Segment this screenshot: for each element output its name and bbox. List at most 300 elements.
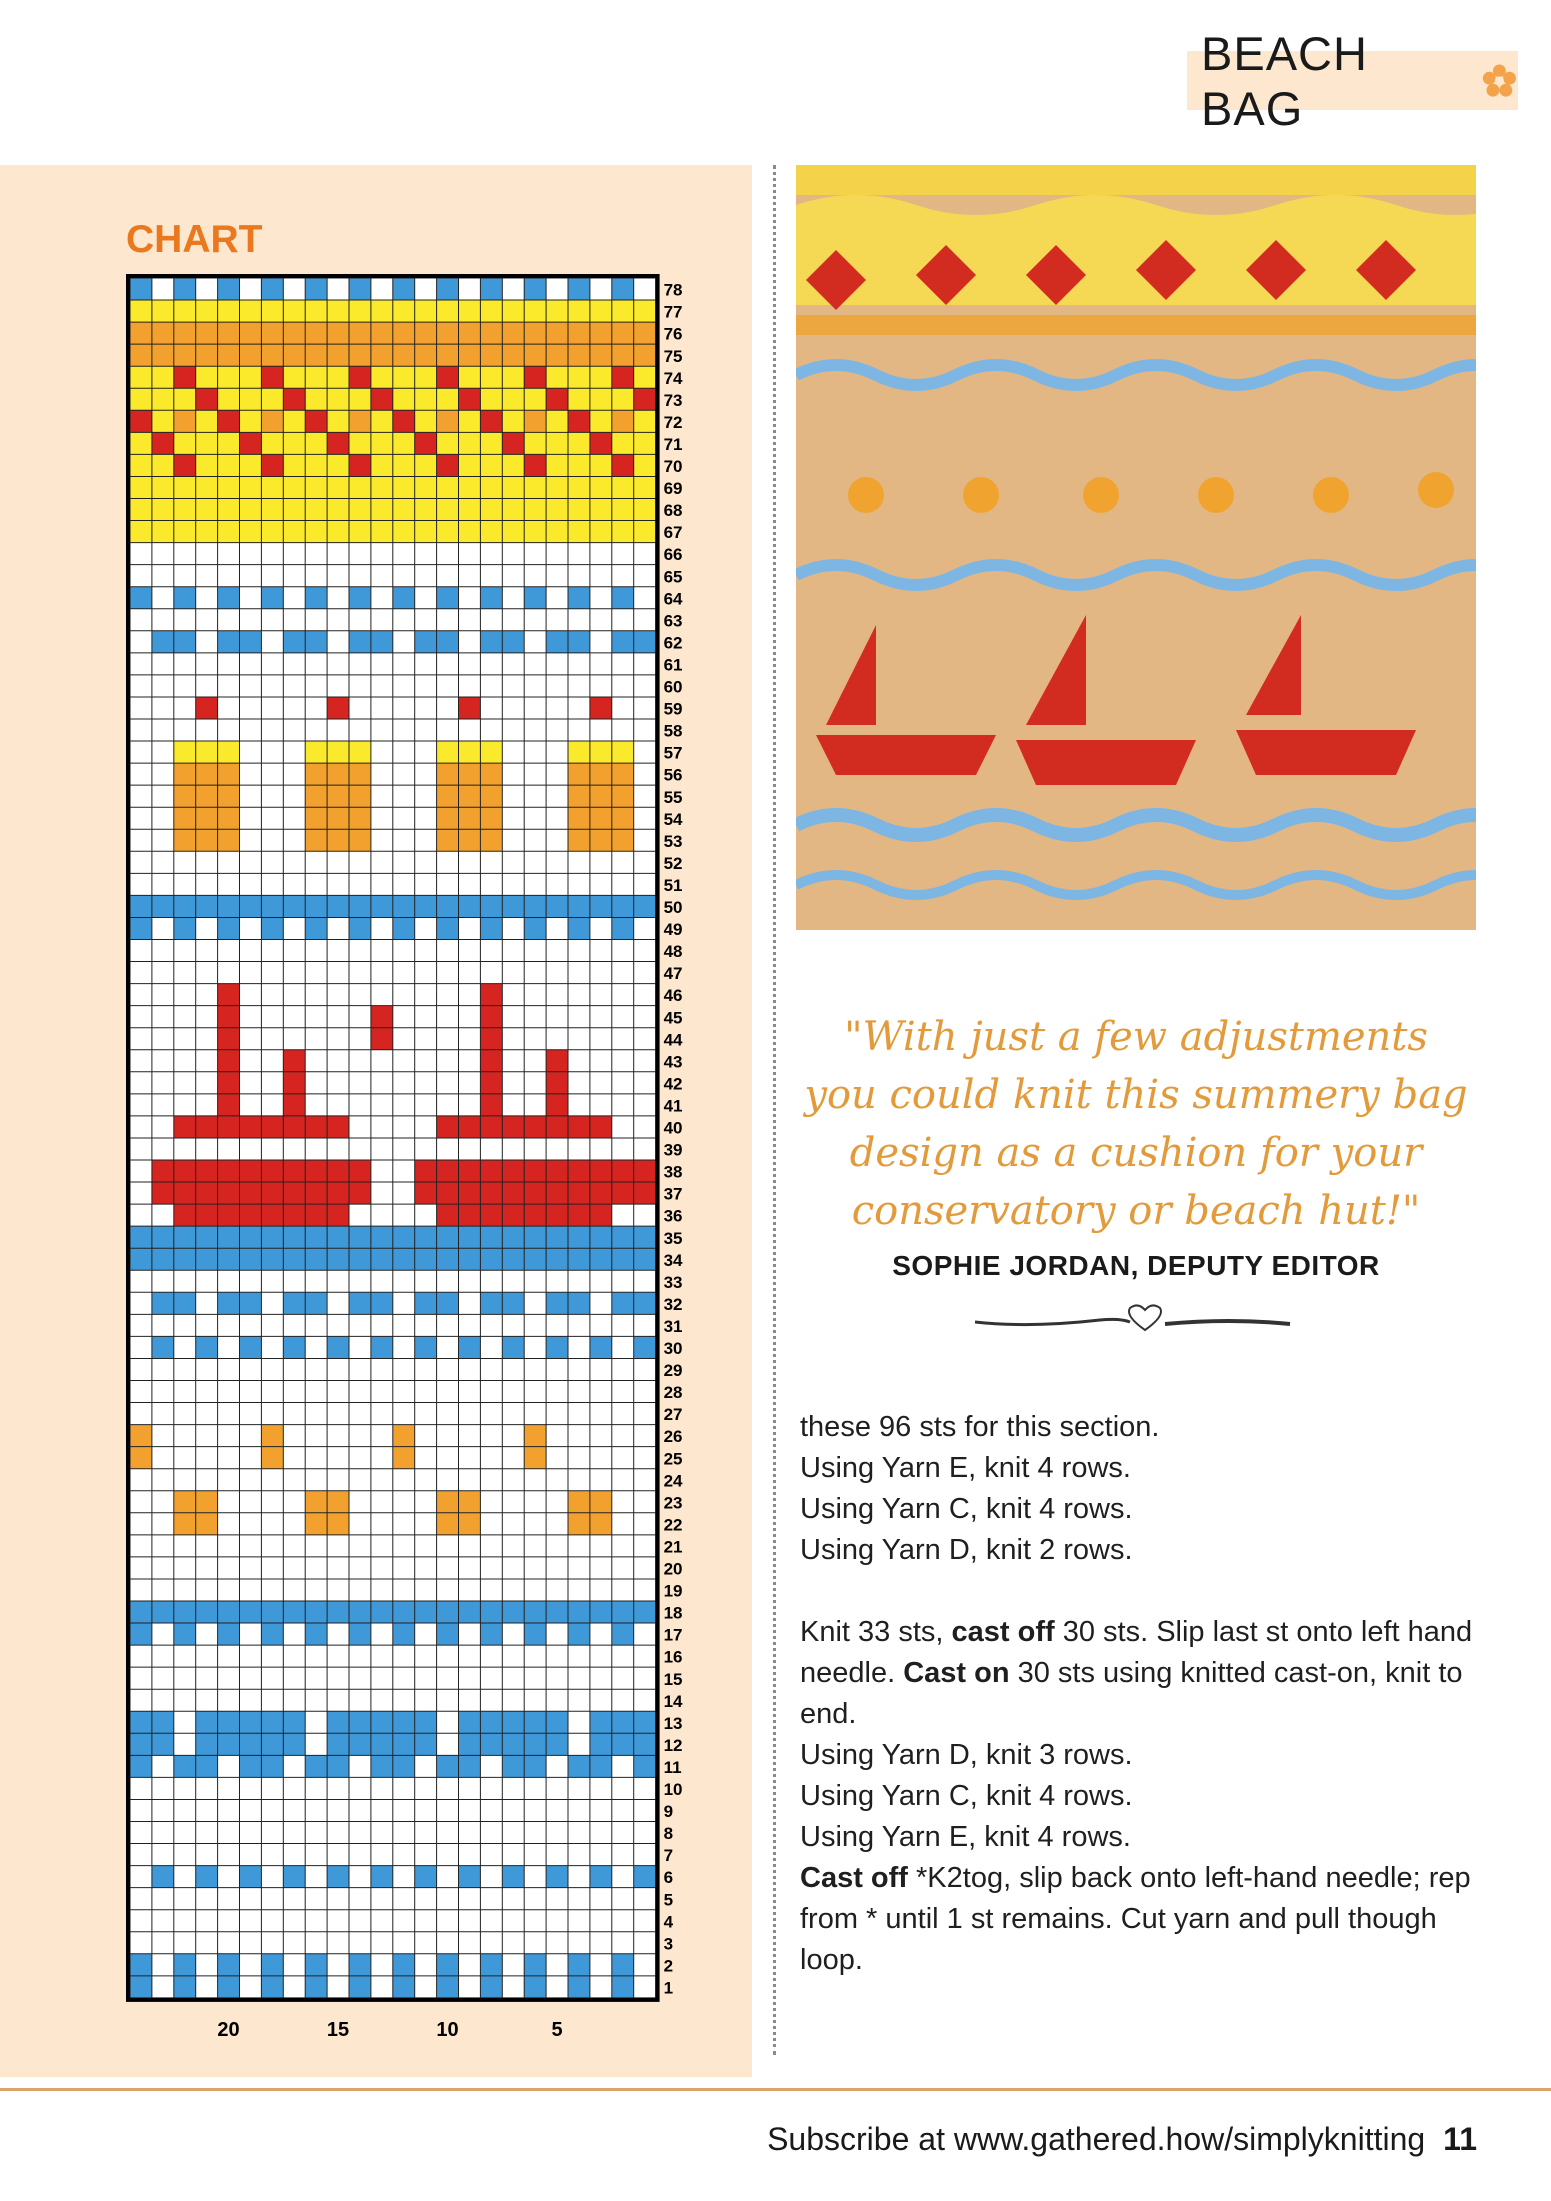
chart-stitch xyxy=(283,1733,305,1755)
chart-stitch xyxy=(305,917,327,939)
chart-stitch xyxy=(590,1601,612,1623)
chart-stitch xyxy=(349,1976,371,1998)
chart-stitch xyxy=(305,785,327,807)
chart-stitch xyxy=(218,344,240,366)
chart-stitch xyxy=(415,631,437,653)
chart-stitch xyxy=(218,278,240,300)
chart-stitch xyxy=(218,807,240,829)
chart-stitch xyxy=(371,499,393,521)
chart-stitch xyxy=(590,1226,612,1248)
chart-stitch xyxy=(480,521,502,543)
chart-stitch xyxy=(415,410,437,432)
chart-stitch xyxy=(240,1711,262,1733)
chart-stitch xyxy=(612,1160,634,1182)
chart-stitch xyxy=(196,366,218,388)
chart-stitch xyxy=(459,1601,481,1623)
chart-stitch xyxy=(415,300,437,322)
knitting-chart xyxy=(0,0,752,2080)
chart-stitch xyxy=(327,829,349,851)
row-number: 50 xyxy=(663,898,683,918)
chart-stitch xyxy=(437,300,459,322)
chart-stitch xyxy=(349,300,371,322)
chart-stitch xyxy=(524,278,546,300)
chart-stitch xyxy=(568,1954,590,1976)
chart-stitch xyxy=(130,278,152,300)
page-number: 11 xyxy=(1443,2121,1477,2157)
chart-stitch xyxy=(261,344,283,366)
chart-stitch xyxy=(152,1336,174,1358)
chart-stitch xyxy=(524,1182,546,1204)
chart-stitch xyxy=(393,300,415,322)
chart-stitch xyxy=(480,388,502,410)
chart-stitch xyxy=(218,984,240,1006)
chart-stitch xyxy=(459,1491,481,1513)
column-divider xyxy=(773,165,776,2055)
chart-stitch xyxy=(634,1248,656,1270)
row-number: 67 xyxy=(663,523,683,543)
chart-stitch xyxy=(174,410,196,432)
chart-stitch xyxy=(590,499,612,521)
chart-stitch xyxy=(612,917,634,939)
row-number: 32 xyxy=(663,1294,683,1314)
chart-stitch xyxy=(502,631,524,653)
chart-stitch xyxy=(612,499,634,521)
chart-stitch xyxy=(480,1072,502,1094)
chart-stitch xyxy=(437,1204,459,1226)
chart-stitch xyxy=(174,1292,196,1314)
chart-stitch xyxy=(327,410,349,432)
chart-stitch xyxy=(502,521,524,543)
chart-stitch xyxy=(612,1623,634,1645)
chart-stitch xyxy=(546,1711,568,1733)
row-number: 1 xyxy=(663,1978,674,1998)
chart-stitch xyxy=(240,1226,262,1248)
chart-stitch xyxy=(546,895,568,917)
chart-stitch xyxy=(590,697,612,719)
chart-stitch xyxy=(590,785,612,807)
chart-stitch xyxy=(437,1248,459,1270)
chart-stitch xyxy=(152,1248,174,1270)
pattern-instructions xyxy=(800,1407,1490,1981)
chart-stitch xyxy=(371,1866,393,1888)
chart-stitch xyxy=(502,1248,524,1270)
chart-heading: CHART xyxy=(126,218,263,261)
chart-stitch xyxy=(459,785,481,807)
chart-stitch xyxy=(152,1226,174,1248)
chart-stitch xyxy=(261,1623,283,1645)
chart-stitch xyxy=(437,454,459,476)
chart-stitch xyxy=(415,895,437,917)
chart-stitch xyxy=(371,1226,393,1248)
chart-stitch xyxy=(437,1160,459,1182)
chart-stitch xyxy=(261,388,283,410)
chart-stitch xyxy=(349,741,371,763)
chart-stitch xyxy=(240,499,262,521)
chart-stitch xyxy=(218,741,240,763)
chart-stitch xyxy=(502,300,524,322)
chart-stitch xyxy=(502,1733,524,1755)
chart-stitch xyxy=(349,763,371,785)
chart-stitch xyxy=(502,1711,524,1733)
chart-stitch xyxy=(459,300,481,322)
chart-stitch xyxy=(415,1336,437,1358)
row-number: 48 xyxy=(663,942,683,962)
chart-stitch xyxy=(590,300,612,322)
chart-stitch xyxy=(152,1160,174,1182)
chart-stitch xyxy=(568,1513,590,1535)
row-number: 77 xyxy=(663,302,683,322)
chart-stitch xyxy=(459,1116,481,1138)
chart-stitch xyxy=(130,1226,152,1248)
chart-stitch xyxy=(634,1601,656,1623)
chart-stitch xyxy=(634,1182,656,1204)
chart-stitch xyxy=(261,1755,283,1777)
chart-stitch xyxy=(327,697,349,719)
chart-stitch xyxy=(634,476,656,498)
instruction-line: Using Yarn C, knit 4 rows. xyxy=(800,1493,1133,1525)
chart-stitch xyxy=(349,1226,371,1248)
chart-stitch xyxy=(218,587,240,609)
chart-stitch xyxy=(546,1094,568,1116)
chart-stitch xyxy=(480,366,502,388)
column-label: 20 xyxy=(217,2018,240,2041)
chart-stitch xyxy=(283,344,305,366)
chart-stitch xyxy=(327,499,349,521)
chart-stitch xyxy=(546,1160,568,1182)
chart-stitch xyxy=(546,499,568,521)
chart-stitch xyxy=(240,1160,262,1182)
chart-stitch xyxy=(261,895,283,917)
chart-stitch xyxy=(590,521,612,543)
chart-stitch xyxy=(590,432,612,454)
chart-stitch xyxy=(130,1733,152,1755)
row-number: 76 xyxy=(663,324,683,344)
chart-stitch xyxy=(261,499,283,521)
chart-stitch xyxy=(283,476,305,498)
row-number: 13 xyxy=(663,1713,683,1733)
chart-stitch xyxy=(502,1292,524,1314)
chart-stitch xyxy=(174,895,196,917)
chart-stitch xyxy=(261,278,283,300)
chart-stitch xyxy=(261,1601,283,1623)
chart-stitch xyxy=(480,1601,502,1623)
chart-stitch xyxy=(240,388,262,410)
chart-stitch xyxy=(152,1182,174,1204)
chart-stitch xyxy=(590,476,612,498)
chart-stitch xyxy=(327,1513,349,1535)
chart-stitch xyxy=(480,807,502,829)
chart-stitch xyxy=(327,1601,349,1623)
chart-stitch xyxy=(305,1755,327,1777)
chart-stitch xyxy=(590,1160,612,1182)
chart-stitch xyxy=(240,344,262,366)
chart-stitch xyxy=(546,1072,568,1094)
chart-stitch xyxy=(196,454,218,476)
chart-stitch xyxy=(568,829,590,851)
chart-stitch xyxy=(327,476,349,498)
chart-stitch xyxy=(130,1711,152,1733)
chart-stitch xyxy=(480,1623,502,1645)
chart-stitch xyxy=(459,895,481,917)
chart-stitch xyxy=(524,1116,546,1138)
chart-stitch xyxy=(196,300,218,322)
chart-stitch xyxy=(502,895,524,917)
flower-icon xyxy=(1481,62,1518,100)
chart-stitch xyxy=(218,1160,240,1182)
chart-stitch xyxy=(218,631,240,653)
row-number: 16 xyxy=(663,1647,683,1667)
chart-stitch xyxy=(568,807,590,829)
chart-stitch xyxy=(590,1866,612,1888)
row-number: 35 xyxy=(663,1228,683,1248)
chart-stitch xyxy=(524,344,546,366)
chart-stitch xyxy=(437,476,459,498)
chart-stitch xyxy=(590,454,612,476)
chart-stitch xyxy=(152,322,174,344)
chart-stitch xyxy=(152,476,174,498)
chart-stitch xyxy=(283,300,305,322)
chart-stitch xyxy=(415,344,437,366)
chart-stitch xyxy=(480,278,502,300)
chart-stitch xyxy=(393,366,415,388)
chart-stitch xyxy=(218,410,240,432)
chart-stitch xyxy=(480,763,502,785)
chart-stitch xyxy=(524,1733,546,1755)
chart-stitch xyxy=(590,895,612,917)
chart-stitch xyxy=(524,410,546,432)
row-number: 71 xyxy=(663,434,683,454)
row-number: 5 xyxy=(663,1890,674,1910)
chart-stitch xyxy=(327,1491,349,1513)
chart-stitch xyxy=(305,1248,327,1270)
chart-stitch xyxy=(196,829,218,851)
chart-stitch xyxy=(612,410,634,432)
chart-stitch xyxy=(546,1116,568,1138)
chart-stitch xyxy=(634,1711,656,1733)
chart-stitch xyxy=(634,410,656,432)
chart-stitch xyxy=(612,476,634,498)
chart-stitch xyxy=(283,388,305,410)
chart-stitch xyxy=(130,344,152,366)
chart-stitch xyxy=(437,1226,459,1248)
chart-stitch xyxy=(240,1116,262,1138)
chart-stitch xyxy=(196,410,218,432)
row-number: 10 xyxy=(663,1780,683,1800)
chart-stitch xyxy=(305,1623,327,1645)
chart-stitch xyxy=(524,322,546,344)
chart-stitch xyxy=(459,388,481,410)
row-number: 12 xyxy=(663,1735,683,1755)
chart-stitch xyxy=(524,1425,546,1447)
chart-stitch xyxy=(174,1182,196,1204)
chart-stitch xyxy=(393,499,415,521)
chart-stitch xyxy=(240,476,262,498)
chart-stitch xyxy=(130,1248,152,1270)
chart-stitch xyxy=(634,388,656,410)
chart-stitch xyxy=(393,1601,415,1623)
section-title: BEACH BAG xyxy=(1201,26,1368,135)
chart-stitch xyxy=(327,1755,349,1777)
chart-stitch xyxy=(524,1160,546,1182)
chart-stitch xyxy=(634,895,656,917)
row-number: 26 xyxy=(663,1427,683,1447)
chart-stitch xyxy=(612,587,634,609)
chart-stitch xyxy=(590,1733,612,1755)
subscribe-link[interactable]: Subscribe at www.gathered.how/simplyknitting xyxy=(767,2121,1426,2157)
chart-stitch xyxy=(130,410,152,432)
chart-stitch xyxy=(305,829,327,851)
row-number: 36 xyxy=(663,1206,683,1226)
chart-stitch xyxy=(196,785,218,807)
chart-stitch xyxy=(371,454,393,476)
chart-stitch xyxy=(327,895,349,917)
chart-stitch xyxy=(196,1601,218,1623)
chart-stitch xyxy=(283,1866,305,1888)
chart-stitch xyxy=(437,895,459,917)
chart-stitch xyxy=(305,1160,327,1182)
chart-stitch xyxy=(240,631,262,653)
chart-stitch xyxy=(502,499,524,521)
chart-stitch xyxy=(349,1711,371,1733)
chart-stitch xyxy=(130,1447,152,1469)
chart-stitch xyxy=(415,322,437,344)
knitted-fabric-photo xyxy=(796,165,1476,930)
chart-stitch xyxy=(305,1204,327,1226)
chart-stitch xyxy=(305,278,327,300)
chart-stitch xyxy=(174,631,196,653)
chart-stitch xyxy=(349,366,371,388)
chart-stitch xyxy=(240,410,262,432)
chart-stitch xyxy=(437,785,459,807)
chart-stitch xyxy=(568,1976,590,1998)
chart-stitch xyxy=(283,1336,305,1358)
chart-stitch xyxy=(196,807,218,829)
chart-stitch xyxy=(305,1292,327,1314)
instruction-line: Using Yarn C, knit 4 rows. xyxy=(800,1780,1133,1812)
row-number: 20 xyxy=(663,1559,683,1579)
chart-stitch xyxy=(196,1866,218,1888)
chart-stitch xyxy=(349,432,371,454)
chart-stitch xyxy=(196,499,218,521)
chart-stitch xyxy=(590,410,612,432)
chart-stitch xyxy=(568,278,590,300)
chart-stitch xyxy=(152,1733,174,1755)
chart-stitch xyxy=(480,1204,502,1226)
chart-stitch xyxy=(393,454,415,476)
chart-stitch xyxy=(568,344,590,366)
chart-stitch xyxy=(174,1226,196,1248)
quote-line: design as a cushion for your xyxy=(849,1130,1423,1176)
footer-rule xyxy=(0,2088,1551,2091)
chart-stitch xyxy=(349,521,371,543)
chart-stitch xyxy=(152,388,174,410)
row-number: 63 xyxy=(663,611,683,631)
chart-stitch xyxy=(174,763,196,785)
chart-stitch xyxy=(283,1226,305,1248)
row-number: 33 xyxy=(663,1272,683,1292)
chart-stitch xyxy=(415,432,437,454)
row-number: 21 xyxy=(663,1537,683,1557)
row-number: 14 xyxy=(663,1691,683,1711)
chart-stitch xyxy=(568,1204,590,1226)
chart-stitch xyxy=(371,1292,393,1314)
chart-stitch xyxy=(612,1954,634,1976)
chart-stitch xyxy=(568,454,590,476)
chart-stitch xyxy=(327,1711,349,1733)
chart-stitch xyxy=(218,388,240,410)
chart-stitch xyxy=(240,1182,262,1204)
chart-stitch xyxy=(590,829,612,851)
chart-stitch xyxy=(437,807,459,829)
chart-stitch xyxy=(612,278,634,300)
chart-stitch xyxy=(218,829,240,851)
chart-stitch xyxy=(437,432,459,454)
chart-stitch xyxy=(130,388,152,410)
chart-stitch xyxy=(437,1491,459,1513)
chart-stitch xyxy=(349,476,371,498)
chart-stitch xyxy=(152,895,174,917)
chart-stitch xyxy=(546,432,568,454)
chart-stitch xyxy=(261,476,283,498)
chart-stitch xyxy=(174,521,196,543)
chart-stitch xyxy=(590,1513,612,1535)
chart-stitch xyxy=(546,521,568,543)
chart-stitch xyxy=(437,1954,459,1976)
chart-stitch xyxy=(612,454,634,476)
chart-stitch xyxy=(218,454,240,476)
row-number: 24 xyxy=(663,1471,683,1491)
chart-stitch xyxy=(459,1733,481,1755)
chart-stitch xyxy=(415,454,437,476)
chart-stitch xyxy=(634,1866,656,1888)
chart-stitch xyxy=(196,1733,218,1755)
chart-stitch xyxy=(283,1204,305,1226)
chart-stitch xyxy=(174,432,196,454)
chart-stitch xyxy=(502,432,524,454)
chart-stitch xyxy=(261,1204,283,1226)
chart-stitch xyxy=(305,1954,327,1976)
row-number: 52 xyxy=(663,853,683,873)
chart-stitch xyxy=(196,344,218,366)
chart-stitch xyxy=(152,344,174,366)
chart-stitch xyxy=(218,1050,240,1072)
chart-stitch xyxy=(240,1755,262,1777)
chart-stitch xyxy=(196,697,218,719)
chart-stitch xyxy=(174,1976,196,1998)
chart-stitch xyxy=(524,587,546,609)
chart-stitch xyxy=(305,521,327,543)
chart-stitch xyxy=(546,1050,568,1072)
chart-stitch xyxy=(524,366,546,388)
chart-stitch xyxy=(261,1954,283,1976)
chart-stitch xyxy=(196,388,218,410)
chart-stitch xyxy=(437,741,459,763)
chart-stitch xyxy=(196,322,218,344)
chart-stitch xyxy=(612,1182,634,1204)
chart-stitch xyxy=(371,322,393,344)
chart-stitch xyxy=(546,322,568,344)
chart-stitch xyxy=(261,410,283,432)
chart-stitch xyxy=(174,1601,196,1623)
chart-stitch xyxy=(283,1292,305,1314)
chart-stitch xyxy=(524,1204,546,1226)
chart-stitch xyxy=(152,278,174,300)
chart-stitch xyxy=(590,1491,612,1513)
chart-stitch xyxy=(305,631,327,653)
chart-stitch xyxy=(524,917,546,939)
chart-stitch xyxy=(327,521,349,543)
chart-stitch xyxy=(283,521,305,543)
